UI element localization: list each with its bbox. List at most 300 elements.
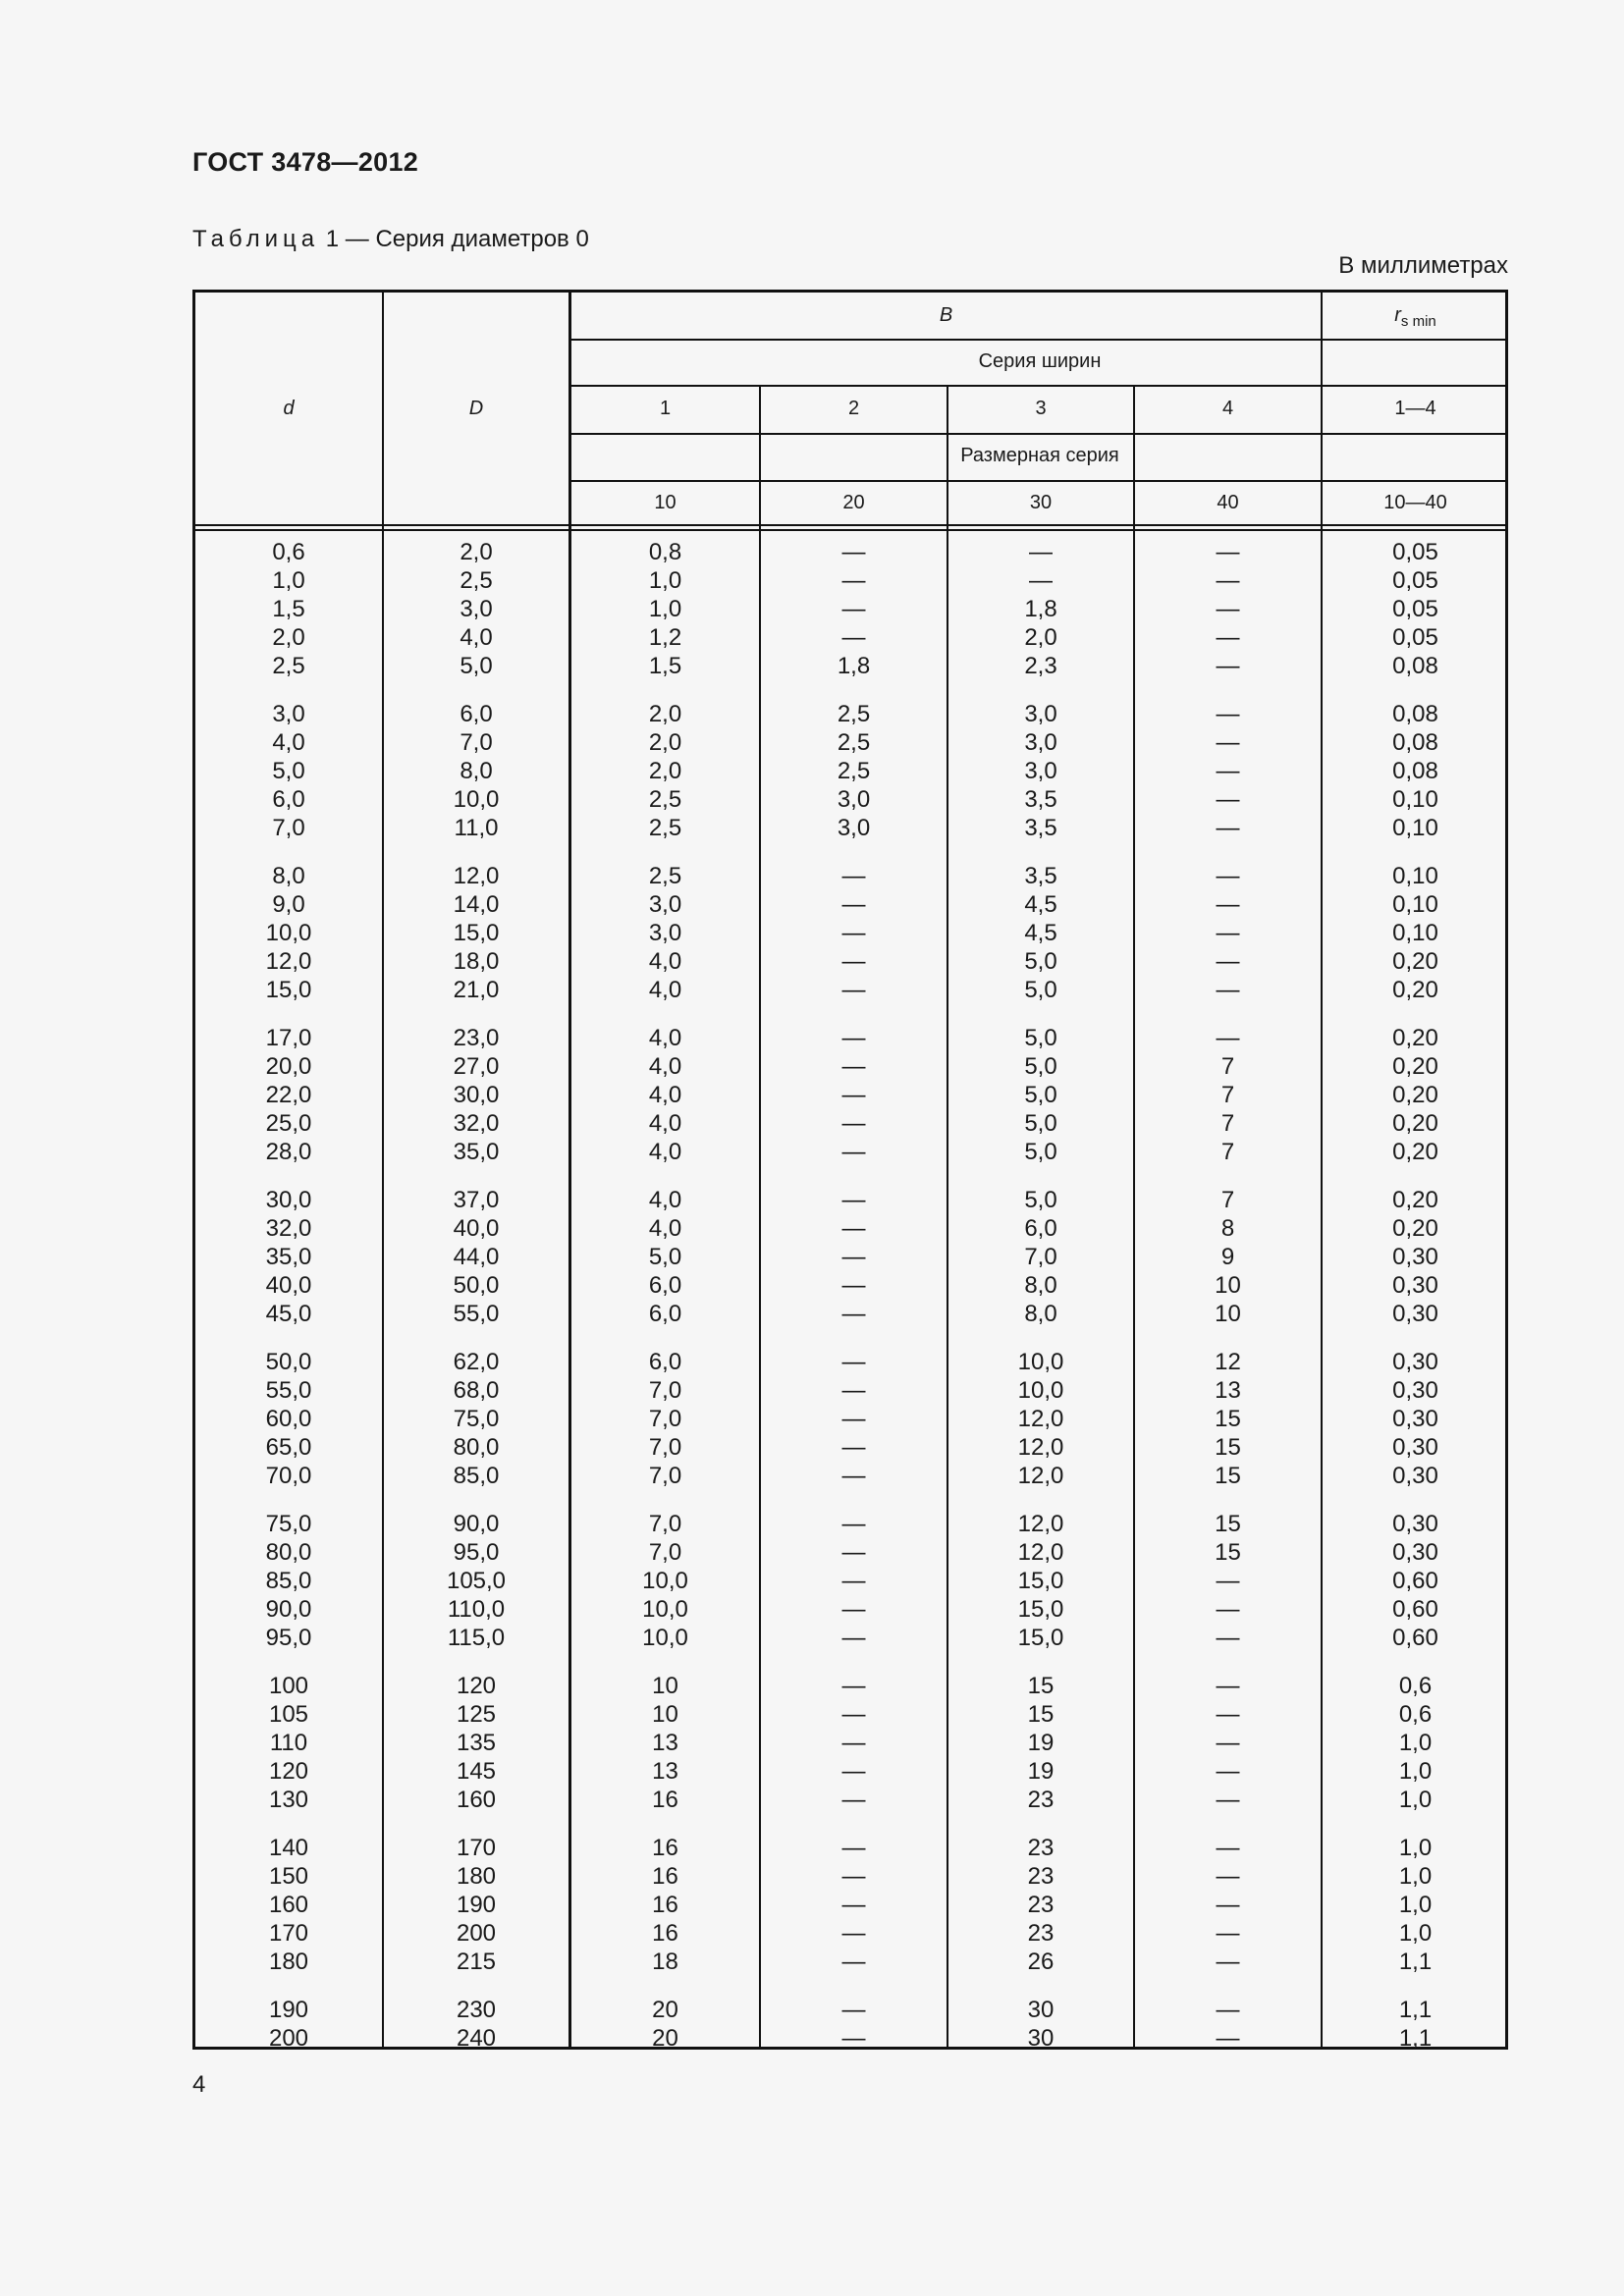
row-group [571, 1510, 759, 1652]
table-cell: 5,0 [460, 653, 493, 679]
table-cell: 1,0 [648, 567, 682, 594]
table-cell: 5,0 [1024, 1139, 1057, 1165]
header-r-subscript: s min [1400, 313, 1436, 330]
row-group [1135, 1672, 1321, 1814]
row-group [195, 700, 382, 842]
table-cell: 3,5 [1024, 786, 1057, 813]
table-cell: 190 [456, 1892, 497, 1918]
row-group [384, 700, 568, 842]
table-cell: 8,0 [272, 863, 305, 889]
column-r-s-min [1323, 538, 1508, 2072]
table-cell: — [841, 1625, 866, 1651]
table-cell: 16 [652, 1835, 678, 1861]
table-cell: 40,0 [453, 1215, 500, 1242]
row-group [1323, 1834, 1508, 1976]
table-cell: — [1216, 977, 1240, 1003]
table-cell: 0,20 [1392, 948, 1438, 975]
row-group [1135, 1348, 1321, 1490]
table-cell: 13 [1215, 1377, 1241, 1404]
row-group [1135, 1510, 1321, 1652]
row-group [1323, 1186, 1508, 1328]
row-group [384, 1672, 568, 1814]
table-cell: 4,0 [272, 729, 305, 756]
table-cell: 0,08 [1392, 758, 1438, 784]
header-line-B [570, 339, 1508, 341]
row-group [761, 1186, 947, 1328]
header-size-series-4: 40 [1217, 492, 1239, 513]
table-cell: — [841, 1082, 866, 1108]
table-cell: 0,30 [1392, 1463, 1438, 1489]
table-cell: 10 [1215, 1301, 1241, 1327]
table-cell: 5,0 [1024, 1053, 1057, 1080]
table-cell: 16 [652, 1787, 678, 1813]
table-cell: 23,0 [453, 1025, 500, 1051]
row-group [948, 1024, 1133, 1166]
table-cell: 125 [456, 1701, 497, 1728]
row-group [948, 700, 1133, 842]
table-cell: — [841, 1301, 866, 1327]
table-cell: — [1216, 1949, 1240, 1975]
table-cell: 4,0 [648, 1139, 682, 1165]
table-cell: 12,0 [1017, 1463, 1064, 1489]
table-cell: — [841, 1920, 866, 1947]
header-size-series-3: 30 [1029, 492, 1053, 513]
header-size-series-2: 20 [842, 492, 865, 513]
row-group [384, 1996, 568, 2053]
table-cell: 15 [1215, 1463, 1241, 1489]
table-cell: 14,0 [453, 891, 500, 918]
table-cell: 2,5 [837, 729, 871, 756]
table-cell: 170 [268, 1920, 309, 1947]
table-cell: 15 [1215, 1406, 1241, 1432]
table-cell: 180 [268, 1949, 309, 1975]
table-cell: 90,0 [453, 1511, 500, 1537]
table-cell: 6,0 [272, 786, 305, 813]
table-cell: 10,0 [642, 1625, 688, 1651]
table-cell: 4,0 [648, 948, 682, 975]
header-line-width-series [570, 385, 1508, 387]
table-cell: 19 [1027, 1758, 1055, 1785]
table-cell: 1,0 [1398, 1835, 1433, 1861]
table-cell: 4,0 [648, 1187, 682, 1213]
header-width-series-2: 2 [847, 398, 860, 419]
row-group [571, 862, 759, 1004]
table-cell: 0,30 [1392, 1301, 1438, 1327]
table-cell: 15 [1215, 1539, 1241, 1566]
page-number: 4 [192, 2071, 206, 2098]
table-cell: — [841, 1701, 866, 1728]
table-cell: — [1216, 1758, 1240, 1785]
row-group [195, 1186, 382, 1328]
column-B3 [948, 538, 1133, 2072]
table-cell: 135 [456, 1730, 497, 1756]
table-cell: 200 [456, 1920, 497, 1947]
table-cell: 7,0 [648, 1511, 682, 1537]
table-cell: 32,0 [453, 1110, 500, 1137]
table-cell: 8,0 [1024, 1301, 1057, 1327]
table-cell: 1,8 [837, 653, 871, 679]
row-group [1323, 1348, 1508, 1490]
table-cell: 1,0 [1398, 1920, 1433, 1947]
table-cell: — [841, 2025, 866, 2052]
table-cell: — [841, 948, 866, 975]
table-cell: 25,0 [265, 1110, 312, 1137]
table-cell: 1,5 [272, 596, 305, 622]
table-cell: — [841, 567, 866, 594]
table-cell: 0,60 [1392, 1596, 1438, 1623]
row-group [948, 1510, 1133, 1652]
table-cell: 4,0 [648, 1025, 682, 1051]
table-cell: — [841, 539, 866, 565]
table-cell: 18 [652, 1949, 678, 1975]
table-cell: 3,0 [460, 596, 493, 622]
table-cell: 6,0 [460, 701, 493, 727]
table-cell: 5,0 [1024, 977, 1057, 1003]
table-cell: 3,0 [1024, 701, 1057, 727]
row-group [1323, 1024, 1508, 1166]
table-cell: 7,0 [648, 1539, 682, 1566]
table-cell: 7,0 [648, 1463, 682, 1489]
table-cell: — [841, 1110, 866, 1137]
header-width-series-1: 1 [659, 398, 672, 419]
header-d: d [283, 398, 295, 419]
header-line-size-series-label [570, 433, 1508, 435]
table-cell: 140 [268, 1835, 309, 1861]
table-cell: 1,5 [648, 653, 682, 679]
table-cell: 15 [1215, 1434, 1241, 1461]
table-cell: 3,0 [837, 786, 871, 813]
table-cell: 2,5 [648, 863, 682, 889]
table-cell: 0,8 [648, 539, 682, 565]
table-cell: 2,5 [460, 567, 493, 594]
table-cell: 0,10 [1392, 863, 1438, 889]
table-cell: 0,30 [1392, 1434, 1438, 1461]
table-cell: 2,5 [837, 701, 871, 727]
row-group [948, 1834, 1133, 1976]
table-cell: 4,5 [1024, 891, 1057, 918]
table-cell: — [1216, 1625, 1240, 1651]
table-cell: 15,0 [265, 977, 312, 1003]
row-group [384, 1348, 568, 1490]
table-cell: — [841, 624, 866, 651]
table-cell: — [841, 977, 866, 1003]
row-group [1323, 1672, 1508, 1814]
table-cell: — [841, 920, 866, 946]
table-cell: 7,0 [648, 1434, 682, 1461]
table-cell: 5,0 [1024, 1187, 1057, 1213]
table-cell: 3,0 [837, 815, 871, 841]
table-cell: 50,0 [265, 1349, 312, 1375]
table-cell: 160 [268, 1892, 309, 1918]
header-line-size-series [570, 480, 1508, 482]
table-cell: 85,0 [265, 1568, 312, 1594]
row-group [948, 1996, 1133, 2053]
row-group [571, 538, 759, 680]
document-code: ГОСТ 3478—2012 [192, 147, 419, 177]
table-cell: 0,30 [1392, 1511, 1438, 1537]
row-group [761, 1024, 947, 1166]
table-cell: 4,0 [648, 1215, 682, 1242]
table-cell: 15,0 [1017, 1625, 1064, 1651]
table-cell: 2,0 [460, 539, 493, 565]
row-group [761, 1996, 947, 2053]
table-cell: — [1216, 701, 1240, 727]
table-cell: 2,5 [837, 758, 871, 784]
table-cell: 4,0 [648, 1053, 682, 1080]
table-cell: 5,0 [1024, 948, 1057, 975]
row-group [1135, 1996, 1321, 2053]
table-cell: 85,0 [453, 1463, 500, 1489]
row-group [571, 1348, 759, 1490]
header-width-series-label: Серия ширин [978, 350, 1102, 372]
table-cell: 22,0 [265, 1082, 312, 1108]
data-table [192, 290, 1508, 2050]
table-cell: 2,3 [1024, 653, 1057, 679]
header-bottom-line-1 [195, 524, 1508, 526]
table-cell: 9 [1220, 1244, 1235, 1270]
table-cell: 3,5 [1024, 815, 1057, 841]
table-cell: 7 [1220, 1110, 1235, 1137]
table-cell: 55,0 [453, 1301, 500, 1327]
table-cell: 0,20 [1392, 1110, 1438, 1137]
table-cell: — [841, 1272, 866, 1299]
table-cell: 7 [1220, 1082, 1235, 1108]
row-group [384, 1186, 568, 1328]
table-cell: 105,0 [446, 1568, 507, 1594]
table-cell: 7 [1220, 1053, 1235, 1080]
table-cell: 5,0 [272, 758, 305, 784]
table-cell: 4,5 [1024, 920, 1057, 946]
table-cell: 11,0 [454, 815, 499, 841]
table-cell: — [1216, 1701, 1240, 1728]
table-cell: 15 [1215, 1511, 1241, 1537]
table-cell: 120 [268, 1758, 309, 1785]
table-cell: 0,30 [1392, 1349, 1438, 1375]
table-cell: 110,0 [447, 1596, 506, 1623]
row-group [384, 538, 568, 680]
header-size-series-r: 10—40 [1383, 492, 1447, 513]
table-cell: 4,0 [648, 1082, 682, 1108]
table-cell: 20,0 [265, 1053, 312, 1080]
row-group [761, 700, 947, 842]
table-cell: 68,0 [453, 1377, 500, 1404]
table-cell: 0,60 [1392, 1568, 1438, 1594]
table-cell: 0,20 [1392, 1053, 1438, 1080]
row-group [571, 1672, 759, 1814]
table-cell: — [1216, 596, 1240, 622]
table-cell: 19 [1027, 1730, 1055, 1756]
table-cell: 17,0 [265, 1025, 312, 1051]
column-B4 [1135, 538, 1321, 2072]
row-group [1135, 1186, 1321, 1328]
row-group [571, 700, 759, 842]
column-B1 [571, 538, 759, 2072]
table-cell: 0,20 [1392, 1187, 1438, 1213]
row-group [761, 1834, 947, 1976]
table-cell: 55,0 [265, 1377, 312, 1404]
table-cell: 35,0 [453, 1139, 500, 1165]
table-cell: 0,05 [1392, 539, 1438, 565]
row-group [384, 1834, 568, 1976]
row-group [761, 1510, 947, 1652]
table-cell: 95,0 [453, 1539, 500, 1566]
table-cell: — [1216, 1920, 1240, 1947]
table-cell: 0,08 [1392, 653, 1438, 679]
table-cell: 105 [268, 1701, 309, 1728]
table-cell: 8,0 [1024, 1272, 1057, 1299]
table-cell: 0,6 [1398, 1673, 1433, 1699]
table-cell: 0,30 [1392, 1377, 1438, 1404]
table-cell: 0,08 [1392, 701, 1438, 727]
row-group [384, 1510, 568, 1652]
table-cell: 0,30 [1392, 1539, 1438, 1566]
table-cell: 80,0 [453, 1434, 500, 1461]
table-cell: 32,0 [265, 1215, 312, 1242]
table-cell: — [841, 1187, 866, 1213]
row-group [1323, 1510, 1508, 1652]
table-cell: 7 [1220, 1139, 1235, 1165]
table-cell: — [841, 1406, 866, 1432]
row-group [948, 1186, 1133, 1328]
row-group [761, 1348, 947, 1490]
header-B: B [939, 304, 953, 326]
table-cell: — [1216, 1787, 1240, 1813]
row-group [195, 538, 382, 680]
table-cell: 100 [268, 1673, 309, 1699]
table-cell: — [841, 1377, 866, 1404]
table-cell: 0,10 [1392, 815, 1438, 841]
table-cell: 10 [1215, 1272, 1241, 1299]
column-D [384, 538, 568, 2072]
table-cell: — [1216, 1673, 1240, 1699]
row-group [195, 1834, 382, 1976]
table-cell: 35,0 [265, 1244, 312, 1270]
table-cell: 7,0 [648, 1406, 682, 1432]
table-cell: — [1216, 920, 1240, 946]
row-group [1323, 1996, 1508, 2053]
table-cell: — [1216, 1025, 1240, 1051]
row-group [195, 1510, 382, 1652]
table-cell: — [1029, 539, 1053, 565]
table-cell: 3,0 [272, 701, 305, 727]
table-cell: — [1216, 1730, 1240, 1756]
row-group [948, 1672, 1133, 1814]
table-cell: 44,0 [453, 1244, 500, 1270]
table-cell: 16 [652, 1863, 678, 1890]
table-cell: 130 [268, 1787, 309, 1813]
header-r-s-min [1323, 305, 1508, 329]
table-caption [192, 226, 589, 253]
table-cell: 1,0 [1398, 1758, 1433, 1785]
table-cell: 2,0 [648, 701, 682, 727]
row-group [195, 1996, 382, 2053]
table-cell: 7,0 [272, 815, 305, 841]
row-group [195, 1348, 382, 1490]
table-cell: 240 [456, 2025, 497, 2052]
table-cell: 13 [652, 1758, 678, 1785]
table-cell: 10,0 [453, 786, 500, 813]
table-cell: 10,0 [265, 920, 312, 946]
table-cell: 60,0 [265, 1406, 312, 1432]
table-cell: 1,0 [1398, 1863, 1433, 1890]
table-cell: 15 [1027, 1701, 1055, 1728]
row-group [195, 1672, 382, 1814]
table-cell: 95,0 [265, 1625, 312, 1651]
row-group [948, 538, 1133, 680]
table-cell: 0,6 [1398, 1701, 1433, 1728]
table-cell: 10 [652, 1701, 678, 1728]
header-width-series-r: 1—4 [1394, 398, 1436, 419]
table-cell: 3,0 [1024, 758, 1057, 784]
header-width-series-4: 4 [1221, 398, 1234, 419]
table-cell: 0,10 [1392, 920, 1438, 946]
table-cell: 10,0 [1017, 1377, 1064, 1404]
table-cell: 7,0 [1024, 1244, 1057, 1270]
table-cell: 3,0 [648, 920, 682, 946]
table-cell: — [841, 1835, 866, 1861]
table-cell: — [841, 1139, 866, 1165]
table-cell: 30,0 [453, 1082, 500, 1108]
row-group [1323, 538, 1508, 680]
table-cell: 1,0 [272, 567, 305, 594]
row-group [948, 1348, 1133, 1490]
table-cell: 30 [1027, 1997, 1055, 2023]
table-cell: — [841, 1053, 866, 1080]
table-cell: 6,0 [1024, 1215, 1057, 1242]
table-cell: — [1216, 2025, 1240, 2052]
table-cell: 0,20 [1392, 1139, 1438, 1165]
table-cell: — [841, 1349, 866, 1375]
row-group [1135, 1834, 1321, 1976]
table-cell: — [841, 1463, 866, 1489]
row-group [195, 862, 382, 1004]
table-cell: — [841, 1949, 866, 1975]
table-cell: 2,5 [648, 815, 682, 841]
table-cell: 16 [652, 1892, 678, 1918]
row-group [1323, 700, 1508, 842]
table-cell: 28,0 [265, 1139, 312, 1165]
table-cell: 120 [456, 1673, 497, 1699]
table-cell: 23 [1027, 1835, 1055, 1861]
row-group [571, 1834, 759, 1976]
table-cell: 18,0 [453, 948, 500, 975]
table-cell: 90,0 [265, 1596, 312, 1623]
table-cell: 75,0 [265, 1511, 312, 1537]
table-cell: — [1216, 758, 1240, 784]
table-cell: 7 [1220, 1187, 1235, 1213]
table-cell: — [1216, 948, 1240, 975]
column-d [195, 538, 382, 2072]
table-cell: 180 [456, 1863, 497, 1890]
table-cell: 20 [652, 1997, 678, 2023]
table-cell: 0,05 [1392, 624, 1438, 651]
table-cell: 2,0 [1024, 624, 1057, 651]
table-cell: 15,0 [1017, 1596, 1064, 1623]
table-cell: 8 [1220, 1215, 1235, 1242]
table-cell: 0,10 [1392, 891, 1438, 918]
table-cell: 115,0 [447, 1625, 506, 1651]
table-cell: 6,0 [648, 1349, 682, 1375]
table-cell: 10,0 [642, 1568, 688, 1594]
table-cell: 23 [1027, 1863, 1055, 1890]
table-cell: 70,0 [265, 1463, 312, 1489]
table-cell: — [841, 1758, 866, 1785]
row-group [384, 1024, 568, 1166]
table-cell: 3,0 [648, 891, 682, 918]
table-cell: 30,0 [265, 1187, 312, 1213]
table-cell: 230 [456, 1997, 497, 2023]
header-r-symbol: r [1394, 304, 1401, 326]
